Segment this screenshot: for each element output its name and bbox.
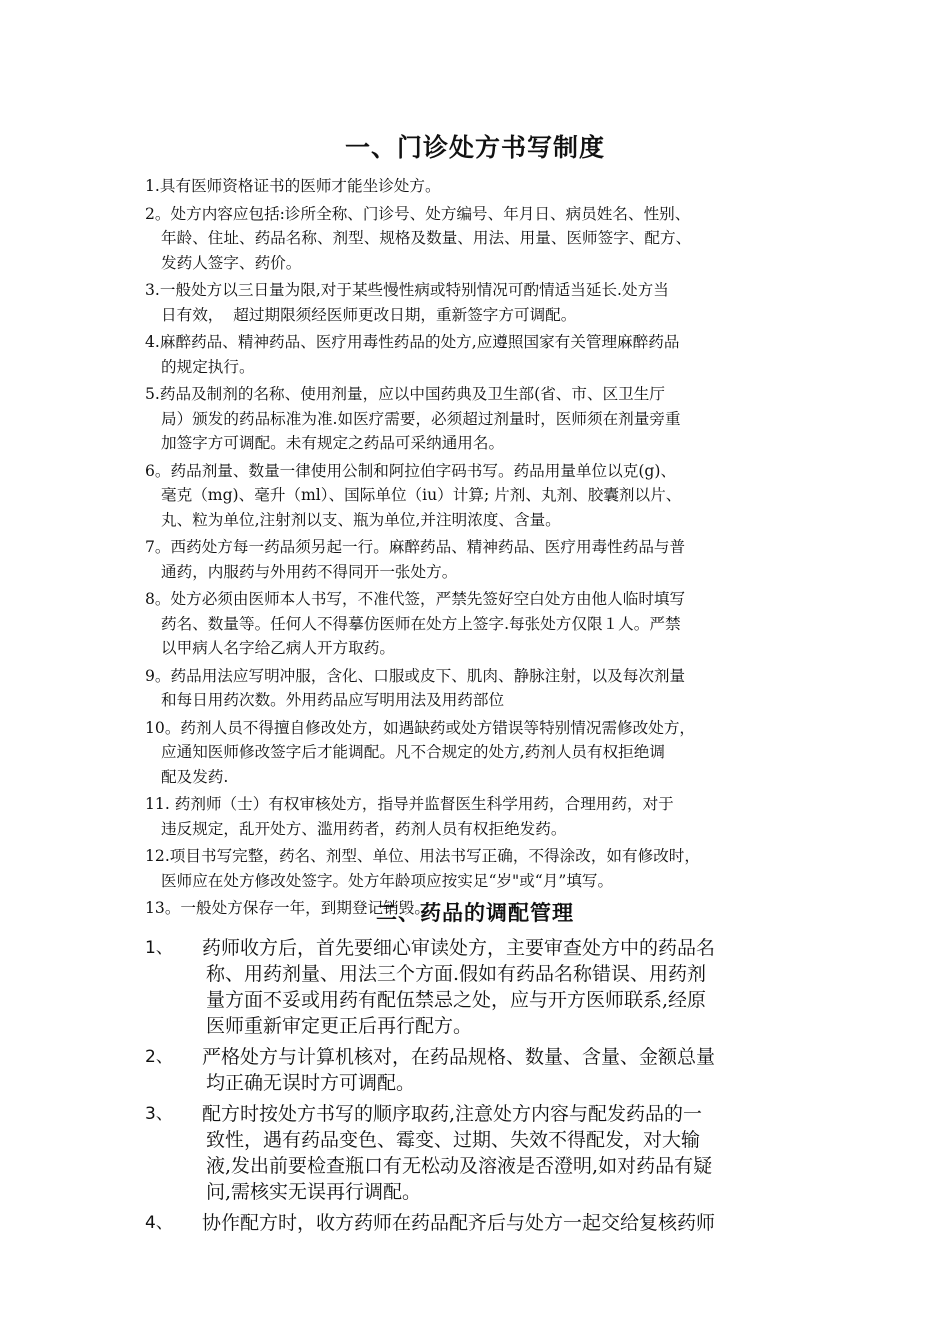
rule-continuation-line: 应通知医师修改签字后才能调配。凡不合规定的处方,药剂人员有权拒绝调 bbox=[161, 743, 665, 761]
rule-item bbox=[145, 716, 825, 790]
rule-first-line: 2。处方内容应包括:诊所全称、门诊号、处方编号、年月日、病员姓名、性别、 bbox=[145, 204, 691, 223]
procedure-first-line: 严格处方与计算机核对，在药品规格、数量、含量、金额总量 bbox=[202, 1046, 716, 1068]
rule-continuation-line: 通药，内服药与外用药不得同开一张处方。 bbox=[161, 562, 458, 581]
rule-continuation-line: 毫克（mg)、毫升（ml）、国际单位（iu）计算; 片剂、丸剂、胶囊剂以片、 bbox=[161, 486, 682, 504]
rule-continuation-line: 发药人签字、药价。 bbox=[161, 253, 302, 272]
procedure-continuation-line: 量方面不妥或用药有配伍禁忌之处，应与开方医师联系,经原 bbox=[206, 989, 707, 1011]
procedure-item bbox=[145, 1044, 825, 1096]
rule-continuation-line: 的规定执行。 bbox=[161, 357, 255, 376]
procedure-first-line: 协作配方时，收方药师在药品配齐后与处方一起交给复核药师 bbox=[202, 1212, 716, 1234]
rule-continuation-line: 药名、数量等。任何人不得摹仿医师在处方上签字.每张处方仅限１人。严禁 bbox=[161, 614, 681, 633]
rule-continuation-line: 日有效， 超过期限须经医师更改日期，重新签字方可调配。 bbox=[161, 305, 577, 324]
rule-continuation-line: 和每日用药次数。外用药品应写明用法及用药部位 bbox=[161, 691, 505, 709]
procedure-number: 3、 bbox=[145, 1104, 173, 1124]
rule-item bbox=[145, 459, 825, 533]
rule-continuation-line: 年龄、住址、药品名称、剂型、规格及数量、用法、用量、医师签字、配方、 bbox=[161, 229, 692, 247]
rule-item bbox=[145, 202, 825, 276]
procedure-item bbox=[145, 935, 825, 1039]
rule-item bbox=[145, 792, 825, 841]
rule-item bbox=[145, 587, 825, 661]
rule-first-line: 5.药品及制剂的名称、使用剂量，应以中国药典及卫生部(省、市、区卫生厅 bbox=[145, 385, 665, 403]
rule-item bbox=[145, 664, 825, 713]
rule-item bbox=[145, 330, 825, 379]
procedure-continuation-line: 称、用药剂量、用法三个方面.假如有药品名称错误、用药剂 bbox=[206, 963, 707, 985]
rule-continuation-line: 配及发药. bbox=[161, 767, 229, 786]
procedure-number: 1、 bbox=[145, 938, 173, 958]
rule-item bbox=[145, 535, 825, 584]
procedure-continuation-line: 医师重新审定更正后再行配方。 bbox=[206, 1015, 473, 1037]
procedure-continuation-line: 液,发出前要检查瓶口有无松动及溶液是否澄明,如对药品有疑 bbox=[206, 1155, 713, 1177]
section1-title: 一、门诊处方书写制度 bbox=[344, 133, 605, 162]
procedure-first-line: 配方时按处方书写的顺序取药,注意处方内容与配发药品的一 bbox=[202, 1103, 703, 1125]
rule-continuation-line: 违反规定，乱开处方、滥用药者，药剂人员有权拒绝发药。 bbox=[161, 819, 567, 838]
rule-first-line: 3.一般处方以三日量为限,对于某些慢性病或特别情况可酌情适当延长.处方当 bbox=[145, 281, 669, 299]
procedure-item bbox=[145, 1101, 825, 1205]
rule-first-line: 6。药品剂量、数量一律使用公制和阿拉伯字码书写。药品用量单位以克(g)、 bbox=[145, 461, 677, 480]
rule-first-line: 10。药剂人员不得擅自修改处方，如遇缺药或处方错误等特别情况需修改处方， bbox=[145, 718, 696, 737]
rule-first-line: 11. 药剂师（士）有权审核处方，指导并监督医生科学用药，合理用药，对于 bbox=[145, 795, 674, 813]
rule-continuation-line: 加签字方可调配。未有规定之药品可采纳通用名。 bbox=[161, 434, 505, 452]
rule-item bbox=[145, 382, 825, 456]
rule-continuation-line: 局）颁发的药品标准为准.如医疗需要，必须超过剂量时，医师须在剂量旁重 bbox=[161, 409, 681, 428]
procedure-continuation-line: 致性，遇有药品变色、霉变、过期、失效不得配发，对大输 bbox=[206, 1129, 701, 1151]
rule-first-line: 7。西药处方每一药品须另起一行。麻醉药品、精神药品、医疗用毒性药品与普 bbox=[145, 538, 686, 556]
rule-item bbox=[145, 844, 825, 893]
rule-continuation-line: 丸、粒为单位,注射剂以支、瓶为单位,并注明浓度、含量。 bbox=[161, 510, 561, 529]
rule-first-line: 8。处方必须由医师本人书写，不准代签，严禁先签好空白处方由他人临时填写 bbox=[145, 590, 686, 608]
procedure-number: 4、 bbox=[145, 1213, 173, 1233]
rule-continuation-line: 医师应在处方修改处签字。处方年龄项应按实足“岁"或“月”填写。 bbox=[161, 871, 614, 890]
rule-continuation-line: 以甲病人名字给乙病人开方取药。 bbox=[161, 639, 395, 657]
procedure-first-line: 药师收方后，首先要细心审读处方，主要审查处方中的药品名 bbox=[202, 937, 716, 959]
procedure-number: 2、 bbox=[145, 1047, 173, 1067]
procedure-continuation-line: 均正确无误时方可调配。 bbox=[206, 1072, 416, 1094]
rule-item bbox=[145, 174, 825, 199]
rule-item bbox=[145, 278, 825, 327]
rule-first-line: 9。药品用法应写明冲服，含化、口服或皮下、肌肉、静脉注射，以及每次剂量 bbox=[145, 666, 686, 685]
section2-list bbox=[145, 935, 825, 1241]
section2-title: 二、药品的调配管理 bbox=[376, 901, 574, 925]
procedure-item bbox=[145, 1210, 825, 1236]
procedure-continuation-line: 问,需核实无误再行调配。 bbox=[206, 1181, 422, 1203]
rule-first-line: 1.具有医师资格证书的医师才能坐诊处方。 bbox=[145, 177, 441, 195]
section1-list bbox=[145, 174, 825, 924]
rule-first-line: 12.项目书写完整，药名、剂型、单位、用法书写正确，不得涂改，如有修改时， bbox=[145, 847, 700, 865]
rule-first-line: 4.麻醉药品、精神药品、医疗用毒性药品的处方,应遵照国家有关管理麻醉药品 bbox=[145, 333, 680, 351]
rule-first-line: 13。一般处方保存一年，到期登记销毁。 bbox=[145, 899, 430, 917]
